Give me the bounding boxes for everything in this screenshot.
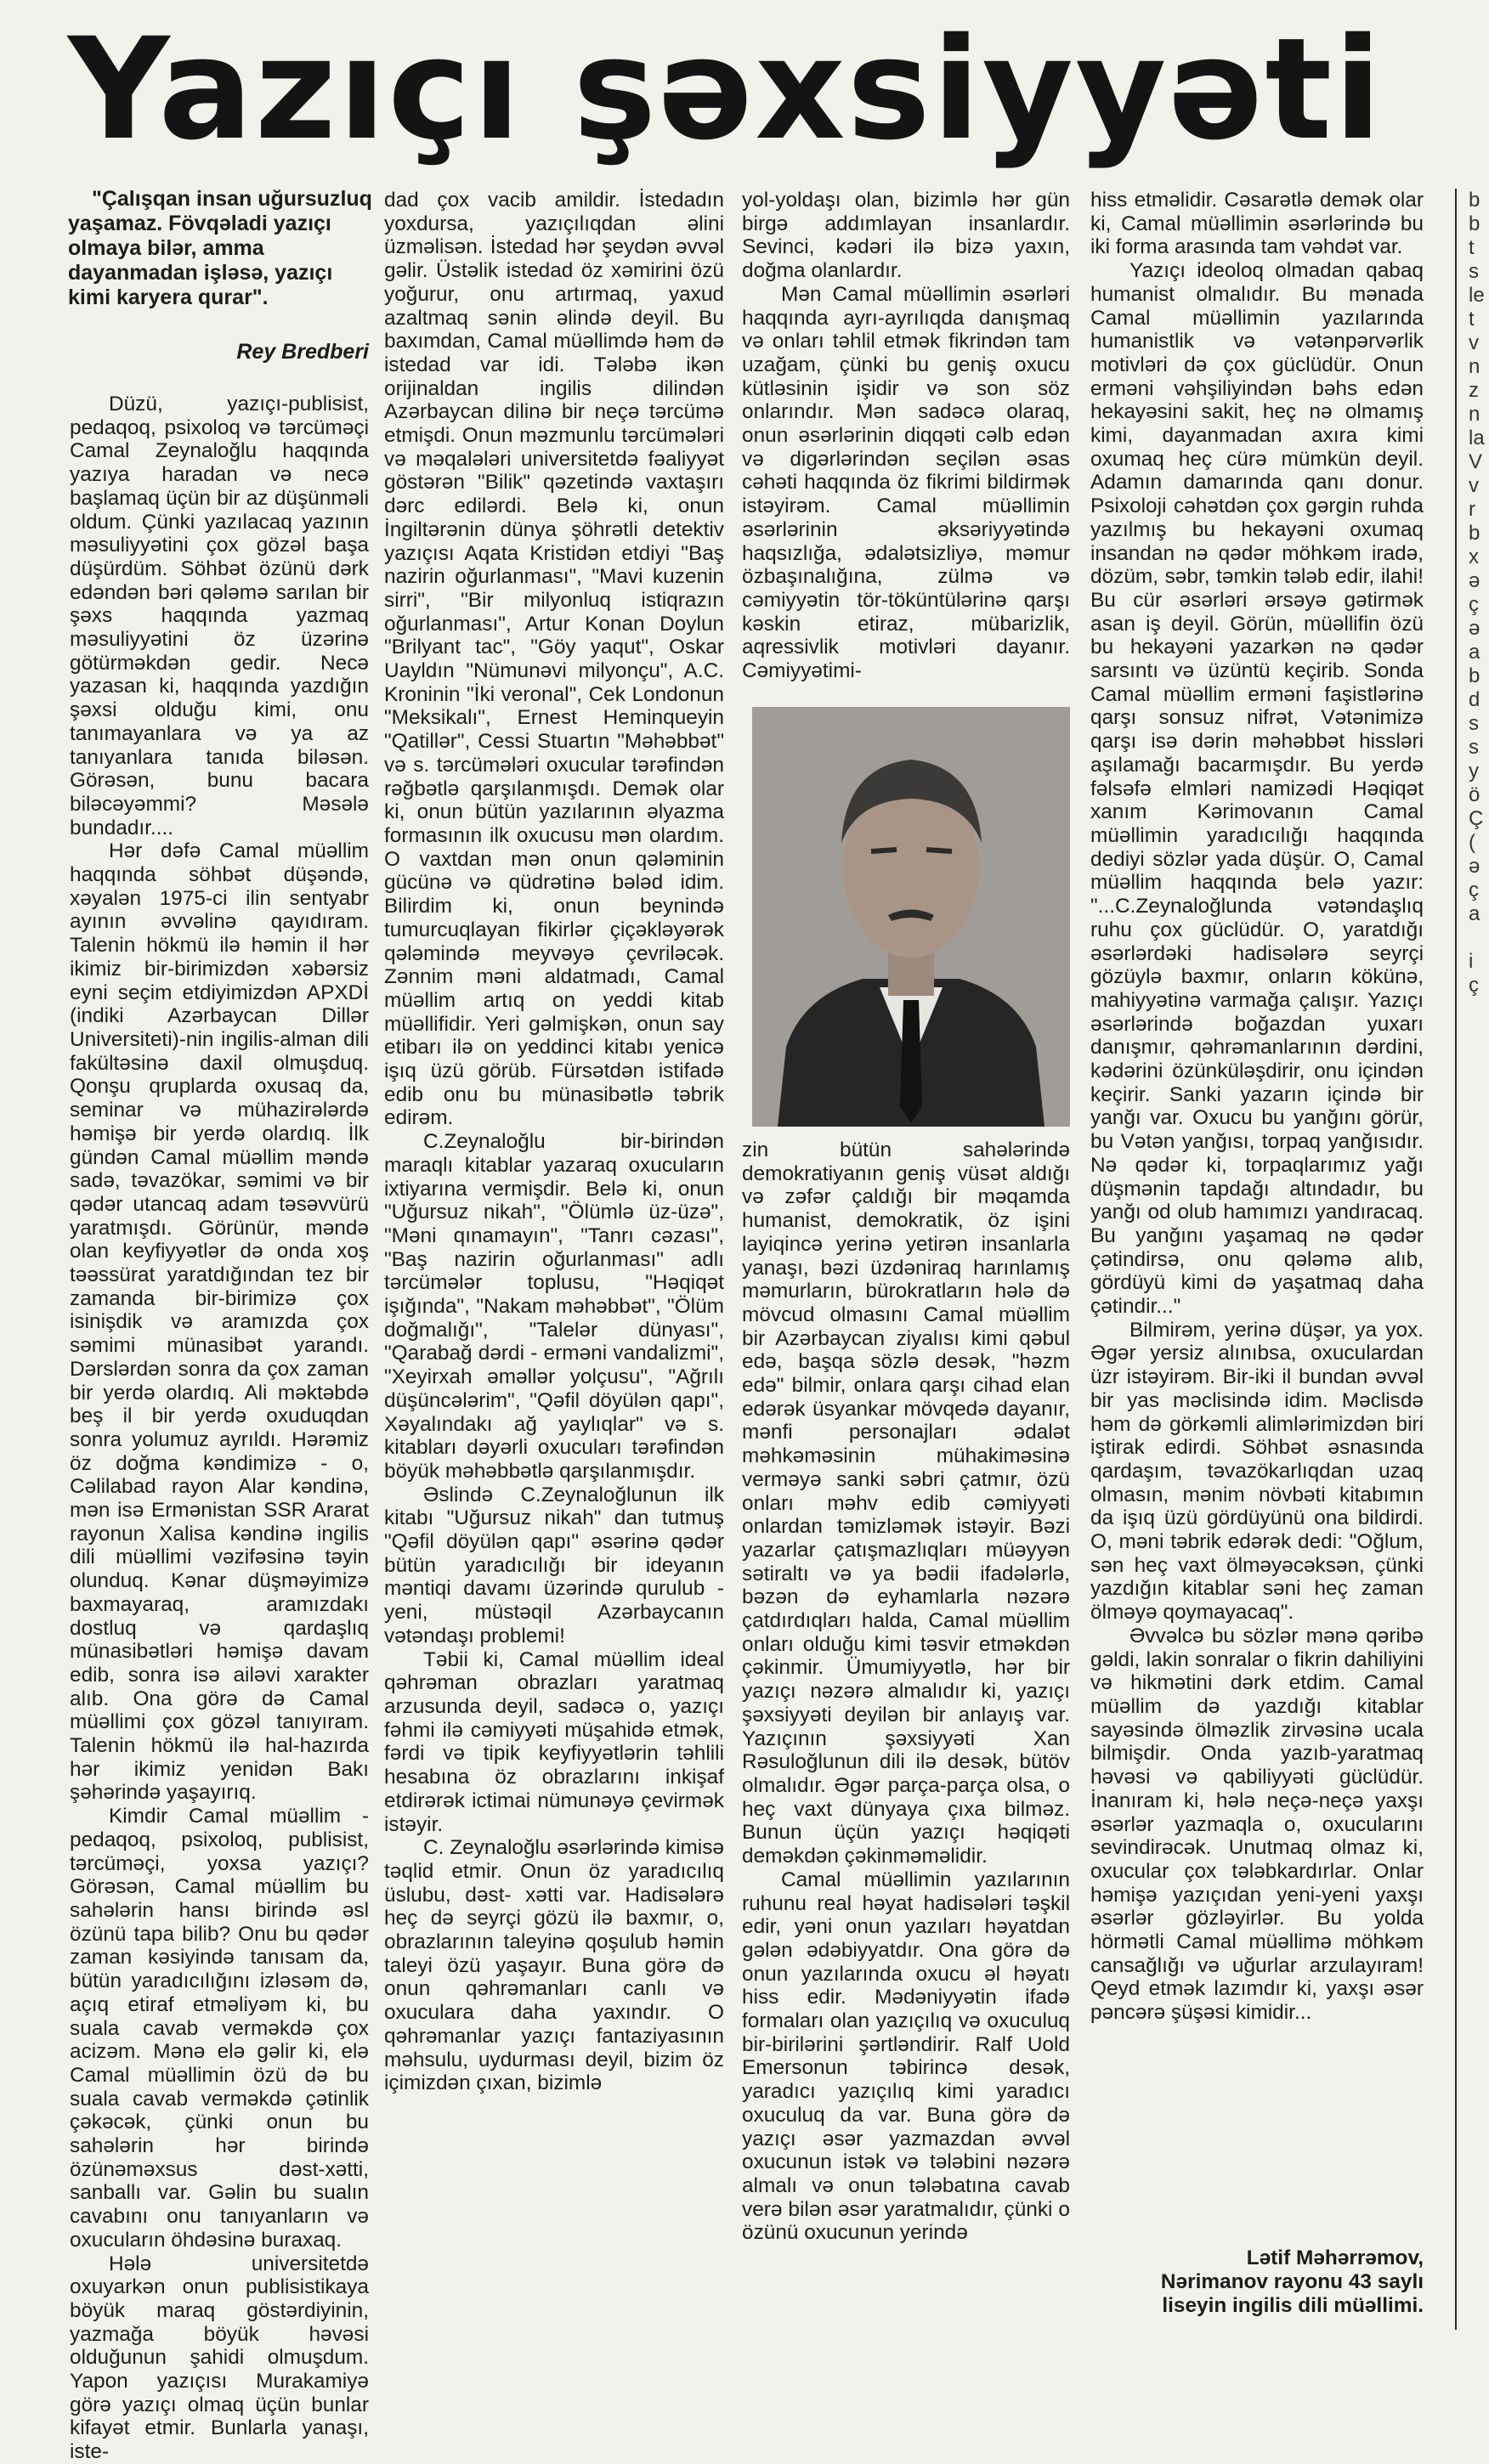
paragraph: Təbii ki, Camal müəllim ideal qəhrəman obrazları yaratmaq arzusunda deyil, sadəcə o, yazıçı fəhmi ilə cəmiyyəti müşahidə etmək, fərdi və tipik keyfiyyətlərin təhlili hesabına öz obrazlarını inkişaf etdirərək ictimai nümunəyə çevirmək istəyir. [384,1647,724,1836]
paragraph: Əslində C.Zeynaloğlunun ilk kitabı "Uğursuz nikah" dan tutmuş "Qəfil döyülən qapı" əsərinə qədər bütün yaradıcılığı bir ideyanın məntiqi davamı üzərində qurulub - yeni, müstəqil Azərbaycanın vətəndaşı problemi! [384,1483,724,1647]
edge-letter: v [1469,331,1479,354]
edge-letter: y [1469,760,1479,783]
edge-letter: ç [1469,879,1479,901]
paragraph: hiss etməlidir. Cəsarətlə demək olar ki, Camal müəllimin əsərlərində bu iki forma arasında tam vəhdət var. [1090,189,1424,259]
edge-letter: b [1469,522,1481,545]
portrait-image [752,707,1070,1127]
epigraph-quote: "Çalışqan insan uğursuzluq yaşamaz. Fövqəladi yazıçı olmaya bilər, amma dayanmadan işləsə, yazıçı kimi karyera qurar". [68,187,372,309]
edge-letter: d [1469,688,1481,711]
column-1 [70,393,369,2464]
signature-line-2: Nərimanov rayonu 43 saylı [1160,2270,1424,2293]
paragraph: Hələ universitetdə oxuyarkən onun publisistikaya böyük maraq göstərdiyinin, yazmağa böyük həvəsi olduğunun şahidi olmuşdum. Yapon yazıçısı Murakamiyə görə yazıçı olmaq üçün bunlar kifayət etmir. Bunlarla yanaşı, iste- [70,2252,369,2464]
paragraph: Əvvəlcə bu sözlər mənə qəribə gəldi, lakin sonralar o fikrin dahiliyini və hikmətini dərk etdim. Camal müəllim də yazdığı kitablar sayəsində ölməzlik zirvəsinə ucala bilmişdir. Onda yazıb-yaratmaq həvəsi və qabiliyyəti güclüdür. İnanıram ki, hələ neçə-neçə yaxşı əsərlər yazmaqla o, oxucularını sevindirəcək. Unutmaq olmaz ki, oxucular çox tələbkardırlar. Onlar həmişə yazıçıdan yeni-yeni yaxşı əsərlər gözləyirlər. Bu yolda hörmətli Camal müəllimə möhkəm cansağlığı və uğurlar arzulayıram! Qeyd etmək lazımdır ki, yaxşı əsər pəncərə şüşəsi kimidir... [1090,1624,1424,2025]
edge-letter: ( [1469,831,1475,854]
paragraph: Mən Camal müəllimin əsərləri haqqında ayrı-ayrılıqda danışmaq və onları təhlil etmək fikrindən tam uzağam, çünki bu geniş oxucu kütləsinin işidir və son söz onlarındır. Mən sadəcə olaraq, onun əsərlərinin diqqəti cəlb edən və digərlərindən seçilən əsas cəhəti haqqında öz fikrimi bildirmək istəyirəm. Camal müəllimin əsərlərinin əksəriyyətində haqsızlığa, ədalətsizliyə, məmur özbaşınalığına, zülmə və cəmiyyətin tör-töküntülərinə qarşı kəskin etiraz, mübarizlik, aqressivlik motivləri dayanır. Cəmiyyətimi- [742,282,1070,683]
edge-letter: z [1469,379,1479,402]
edge-letter: v [1469,474,1479,497]
edge-letter: V [1469,450,1483,473]
edge-letter: ç [1469,974,1479,997]
edge-letter: ə [1469,569,1481,592]
edge-letter: b [1469,189,1481,212]
adjacent-article-edge [1469,189,1489,2330]
column-divider-rule [1455,189,1457,2330]
edge-letter: i [1469,950,1474,973]
edge-letter: s [1469,736,1479,759]
column-4 [1090,189,1424,2236]
paragraph: Yazıçı ideoloq olmadan qabaq humanist olmalıdır. Bu mənada Camal müəllimin yazılarında humanistlik və vətənpərvərlik motivləri də çox güclüdür. Onun erməni vəhşiliyindən bəhs edən hekayəsini sakit, heç nə olmamış kimi, dayanmadan axıra kimi oxumaq heç cürə mümkün deyil. Adamın damarında qanı donur. Psixoloji cəhətdən çox gərgin ruhda yazılmış bu hekayəni oxumaq insandan nə qədər möhkəm iradə, dözüm, səbr, təmkin tələb edir, ilahi! Bu cür əsərləri ərsəyə gətirmək asan iş deyil. Görün, müəllifin özü bu hekayəni yazarkən nə qədər sarsıntı və üzüntü keçirib. Sonda Camal müəllim erməni faşistlərinə qarşı sonsuz nifrət, Vətənimizə qarşı isə dərin məhəbbət hissləri aşılamağı bacarmışdır. Bu yerdə fəlsəfə elmləri namizədi Həqiqət xanım Kərimovanın Camal müəllimin yaradıcılığı haqqında dediyi sözlər yada düşür. O, Camal müəllim haqqında belə yazır: "...C.Zeynaloğlunda vətəndaşlıq ruhu çox güclüdür. O, yaratdığı əsərlərdəki hadisələrə seyrçi gözüylə baxmır, onların kökünə, mahiyyətinə varmağa çalışır. Yazıçı əsərlərində boğazdan yuxarı danışmır, qəhrəmanlarının dərdini, kədərini özünküləşdirir, onu içindən keçirir. Sanki yazarın içində bir yanğı var. Oxucu bu yanğını görür, bu Vətən yanğısı, torpaq yanğısıdır. Nə qədər ki, torpaqlarımız yağı düşmənin tapdağı altındadır, bu yanğı od olub hamımızı yandıracaq. Bu yanğını yaşamaq nə qədər çətindirsə, onu qələmə alıb, gördüyü kimi də yaşatmaq daha çətindir..." [1090,259,1424,1319]
author-portrait-photo [752,707,1070,1127]
edge-letter: a [1469,641,1481,664]
paragraph: C. Zeynaloğlu əsərlərində kimisə təqlid etmir. Onun öz yaradıcılıq üslubu, dəst- xətti var. Hadisələrə heç də seyrçi gözü ilə baxmır, o, obrazlarının taleyinə qoşulub həmin taleyi özü yaşayır. Buna görə də onun qəhrəmanları canlı və oxuculara daha yaxındır. O qəhrəmanlar yazıçı fantaziyasının məhsulu, uydurması deyil, bizim öz içimizdən çıxan, bizimlə [384,1836,724,2095]
signature-line-3: liseyin ingilis dili müəllimi. [1162,2294,1424,2317]
paragraph: Hər dəfə Camal müəllim haqqında söhbət düşəndə, xəyalən 1975-ci ilin sentyabr ayının əvvəlinə qayıdıram. Talenin hökmü ilə həmin il hər ikimiz bir-birimizdən xəbərsiz eyni seçim etdiyimizdən APXDİ (indiki Azərbaycan Dillər Universiteti)-nin ingilis-alman dili fakültəsinə daxil olmuşduq. Qonşu qruplarda oxusaq da, seminar və mühazirələrdə həmişə bir yerdə olardıq. İlk gündən Camal müəllim məndə sadə, təvazökar, səmimi və bir qədər utancaq adam təsəvvürü yaratmışdı. Görünür, məndə olan keyfiyyətlər də onda xoş təəssürat yaratdığından tez bir zamanda bir-birimizə çox isinişdik və aramızda çox səmimi münasibət yarandı. Dərslərdən sonra da çox zaman bir yerdə olardıq. Ali məktəbdə beş il bir yerdə oxuduqdan sonra yolumuz ayrıldı. Hərəmiz öz doğma kəndimizə - o, Cəlilabad rayon Alar kəndinə, mən isə Ermənistan SSR Ararat rayonun Xalisa kəndinə ingilis dili müəllimi vəzifəsinə təyin olunduq. Kənar düşməyimizə baxmayaraq, aramızdakı dostluq və qardaşlıq münasibətləri həmişə davam edib, sonra isə ailəvi xarakter alıb. Ona görə də Camal müəllimi çox gözəl tanıyıram. Talenin hökmü ilə hal-hazırda hər ikimiz yenidən Bakı şəhərində yaşayırıq. [70,839,369,1805]
paragraph: Düzü, yazıçı-publisist, pedaqoq, psixoloq və tərcüməçi Camal Zeynaloğlu haqqında yazıya haradan və necə başlamaq üçün bir az düşünməli oldum. Çünki yazılacaq yazının məsuliyyətini çox gözəl başa düşürdüm. Söhbət özünü dərk edəndən bəri qələmə sarılan bir şəxs haqqında yazmaq məsuliyyətini öz üzərinə götürməkdən gedir. Necə yazasan ki, haqqında yazdığın şəxsi olduğu kimi, onu tanımayanlara və ya az tanıyanlara tanıda biləsən. Görəsən, bunu bacara biləcəyəmmi? Məsələ bundadır.... [70,393,369,839]
paragraph: Camal müəllimin yazılarının ruhunu real həyat hadisələri təşkil edir, yəni onun yazıları həyatdan gələn ədəbiyyatdır. Ona görə də onun yazılarında oxucu əl həyatı hiss edir. Mədəniyyətin ifadə formaları olan yazıçılıq və oxuculuq bir-birilərini şərtləndirir. Ralf Uold Emersonun təbirincə desək, yaradıcı yazıçılıq kimi yaradıcı oxuculuq da var. Buna görə də yazıçı əsər yazmazdan əvvəl oxucunun istək və tələbini nəzərə almalı və onun tələbatına cavab verə bilən əsər yaratmalıdır, çünki o özünü oxucunun yerində [742,1868,1070,2245]
edge-letter [1469,926,1489,950]
edge-letter: le [1469,284,1485,307]
paragraph: C.Zeynaloğlu bir-birindən maraqlı kitablar yazaraq oxucuların ixtiyarına vermişdir. Belə ki, onun "Uğursuz nikah", "Ölümlə üz-üzə", "Məni qınamayın", "Tanrı cəzası", "Baş nazirin oğurlanması" adlı tərcümələr toplusu, "Həqiqət işığında", "Nakam məhəbbət", "Ölüm doğmalığı", "Talelər dünyası", "Qarabağ dərdi - erməni vandalizmi", "Xeyirxah əməllər yolçusu", "Ağrılı düşüncələrim", "Qəfil döyülən qapı", Xəyalındakı ağ yaylıqlar" və s. kitabları dəyərli oxucuları tərəfindən böyük məhəbbətlə qarşılanmışdır. [384,1130,724,1483]
epigraph-author: Rey Bredberi [236,340,369,364]
edge-letter: ə [1469,617,1481,640]
edge-letter: a [1469,902,1481,925]
signature-name: Lətif Məhərrəmov, [1246,2246,1424,2269]
edge-letter: ç [1469,593,1479,616]
paragraph: yol-yoldaşı olan, bizimlə hər gün birgə addımlayan insanlardır. Sevinci, kədəri ilə bizə yaxın, doğma olanlardır. [742,189,1070,283]
column-3 [742,1139,1070,2330]
edge-letter: Ç [1469,807,1484,830]
edge-letter: t [1469,308,1475,331]
edge-letter: b [1469,664,1481,687]
column-3-top [742,189,1070,698]
headline: Yazıçı şəxsiyyəti [68,8,1384,171]
paragraph: Kimdir Camal müəllim - pedaqoq, psixoloq, publisist, tərcüməçi, yoxsa yazıçı? Görəsən, Camal müəllim bu sahələrin hansı birində əsl özünü tapa bilib? Onu bu qədər zaman kəsiyində tanısam da, bütün yaradıcılığını izləsəm də, açıq etiraf etməliyəm ki, bu suala cavab verməkdə çox acizəm. Mənə elə gəlir ki, elə Camal müəllimin özü də bu suala cavab verməkdə çətinlik çəkəcək, çünki onun bu sahələrin hər birində özünəməxsus dəst-xətti, sanballı var. Gəlin bu sualın cavabını onu tanıyanların və oxucuların öhdəsinə buraxaq. [70,1805,369,2252]
edge-letter: la [1469,427,1485,449]
edge-letter: ə [1469,855,1481,878]
edge-letter: n [1469,355,1481,378]
edge-letter: s [1469,260,1479,283]
edge-letter: s [1469,712,1479,735]
signature [1090,2246,1424,2318]
edge-letter: ö [1469,783,1481,806]
paragraph: zin bütün sahələrində demokratiyanın geniş vüsət aldığı və zəfər çaldığı bir məqamda humanist, demokratik, öz işini layiqincə yerinə yetirən insanlarla yanaşı, bəzi üzdəniraq harınlamış məmurların, bürokratların hələ də mövcud olmasını Camal müəllim bir Azərbaycan ziyalısı kimi qəbul edə, başqa sözlə desək, "həzm edə" bilmir, onlara qarşı cihad elan edərək üsyankar mövqedə dayanır, mənfi personajları ədalət məhkəməsinin mühakiməsinə verməyə sanki səbri çatmır, özü onları məhv edib cəmiyyəti onlardan təmizləmək istəyir. Bəzi yazarlar çatışmazlıqları müəyyən sətiraltı və ya bədii ifadələrlə, bəzən də eyhamlarla nəzərə çatdırdıqları halda, Camal müəllim onları olduğu kimi təsvir etməkdən çəkinmir. Ümumiyyətlə, hər bir yazıçı nəzərə almalıdır ki, yazıçı şəxsiyyəti deyilən bir anlayış var. Yazıçının şəxsiyyəti Xan Rəsuloğlunun dili ilə desək, bütöv olmalıdır. Əgər parça-parça olsa, o heç vaxt dünyaya çıxa bilməz. Bunun üçün yazıçı həqiqəti deməkdən çəkinməməlidir. [742,1139,1070,1868]
paragraph: dad çox vacib amildir. İstedadın yoxdursa, yazıçılıqdan əlini üzməlisən. İstedad hər şeydən əvvəl gəlir. Üstəlik istedad öz xəmirini özü yoğurur, onu artırmaq, yaxud azaltmaq sənin əlində deyil. Bu baxımdan, Camal müəllimdə həm də istedad var idi. Tələbə ikən orijinaldan ingilis dilindən Azərbaycan dilinə bir neçə tərcümə etmişdi. Onun məzmunlu tərcümələri və məqalələri universitetdə fəaliyyət göstərən "Bilik" qəzetində vaxtaşırı dərc edilərdi. Belə ki, onun İngiltərənin dünya şöhrətli detektiv yazıçısı Aqata Kristidən etdiyi "Baş nazirin oğurlanması", "Mavi kuzenin sirri", "Bir milyonluq istiqrazın oğurlanması", Artur Konan Doylun "Brilyant tac", "Göy yaqut", Oskar Uayldın "Nümunəvi milyonçu", A.C. Kroninin "İki veronal", Cek Londonun "Meksikalı", Ernest Heminqueyin "Qatillər", Cessi Stuartın "Məhəbbət" və s. tərcümələri oxucular tərəfindən rəğbətlə qarşılanmışdı. Demək olar ki, onun bütün yazılarının əlyazma formasının ilk oxucusu mən olardım. O vaxtdan mən onun qələminin gücünə və qüdrətinə bələd idim. Bilirdim ki, onun beynində tumurcuqlayan fikirlər çiçəkləyərək qələmində meyvəyə çevriləcək. Zənnim məni aldatmadı, Camal müəllim artıq on yeddi kitab müəllifidir. Yeri gəlmişkən, onun say etibarı ilə on yeddinci kitabı yenicə işıq üzü görüb. Fürsətdən istifadə edib onu bu münasibətlə təbrik edirəm. [384,189,724,1130]
edge-letter: r [1469,498,1475,521]
edge-letter: t [1469,236,1475,259]
edge-letter: x [1469,545,1479,568]
column-2 [384,189,724,2330]
edge-letter: n [1469,403,1481,426]
paragraph: Bilmirəm, yerinə düşər, ya yox. Əgər yersiz alınıbsa, oxuculardan üzr istəyirəm. Bir-iki il bundan əvvəl bir yas məclisində idim. Məclisdə həm də görkəmli alimlərimizdən biri iştirak edirdi. Söhbət əsnasında qardaşım, təvazökarlıqdan uzaq olmasın, mənim növbəti kitabımın da işıq üzü gördüyünü ona bildirdi. O, məni təbrik edərək dedi: "Oğlum, sən heç vaxt ölməyəcəksən, çünki yazdığın kitablar səni heç zaman ölməyə qoymayacaq". [1090,1318,1424,1625]
edge-letter: b [1469,212,1481,235]
